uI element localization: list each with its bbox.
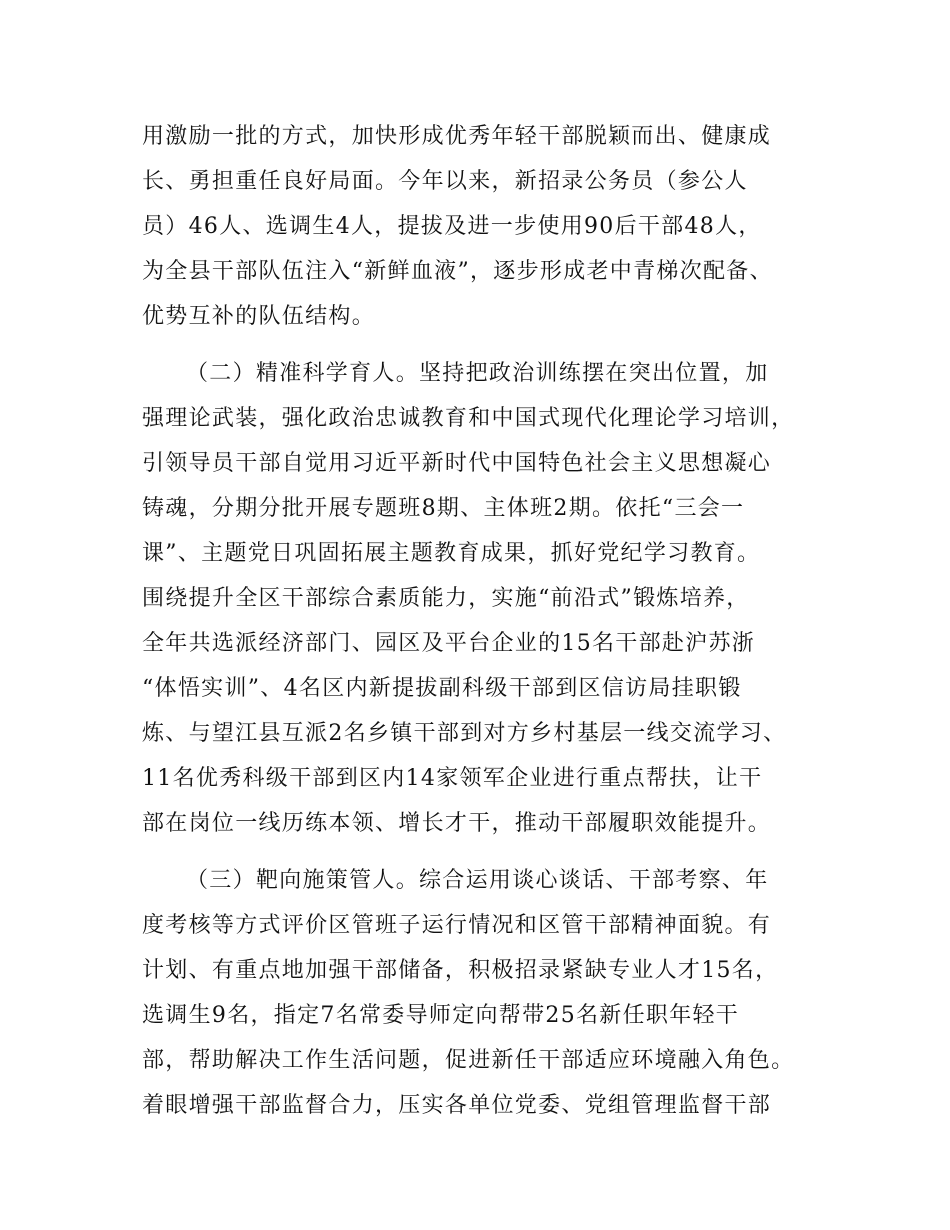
paragraph-heading-line: （二）精准科学育人。坚持把政治训练摆在突出位置，加 (186, 361, 769, 386)
text-line: 11名优秀科级干部到区内14家领军企业进行重点帮扶，让干 (142, 766, 763, 791)
text-line: 全年共选派经济部门、园区及平台企业的15名干部赴沪苏浙 (142, 631, 756, 656)
text-line: 员）46人、选调生4人，提拔及进一步使用90后干部48人， (142, 214, 762, 239)
text-line: 炼、与望江县互派2名乡镇干部到对方乡村基层一线交流学习、 (142, 721, 787, 746)
text-line: “体悟实训”、4名区内新提拔副科级干部到区信访局挂职锻 (142, 676, 742, 701)
text-line: 优势互补的队伍结构。 (142, 304, 376, 329)
paragraph-gap (142, 846, 832, 858)
text-line: 度考核等方式评价区管班子运行情况和区管干部精神面貌。有 (142, 913, 772, 938)
text-line: 强理论武装，强化政治忠诚教育和中国式现代化理论学习培训， (142, 406, 795, 431)
text-line: 部在岗位一线历练本领、增长才干，推动干部履职效能提升。 (142, 811, 772, 836)
text-line: 用激励一批的方式，加快形成优秀年轻干部脱颖而出、健康成 (142, 124, 772, 149)
text-line: 着眼增强干部监督合力，压实各单位党委、党组管理监督干部 (142, 1093, 772, 1118)
text-line: 计划、有重点地加强干部储备，积极招录紧缺专业人才15名， (142, 958, 779, 983)
text-line: 为全县干部队伍注入“新鲜血液”，逐步形成老中青梯次配备、 (142, 259, 773, 284)
paragraph-gap (142, 339, 832, 351)
text-line: 部，帮助解决工作生活问题，促进新任干部适应环境融入角色。 (142, 1048, 795, 1073)
text-line: 课”、主题党日巩固拓展主题教育成果，抓好党纪学习教育。 (142, 541, 761, 566)
text-line: 围绕提升全区干部综合素质能力，实施“前沿式”锻炼培养， (142, 586, 750, 611)
paragraph-3 (142, 858, 832, 1128)
text-line: 引领导员干部自觉用习近平新时代中国特色社会主义思想凝心 (142, 451, 772, 476)
text-line: 铸魂，分期分批开展专题班8期、主体班2期。依托“三会一 (142, 496, 745, 521)
paragraph-2 (142, 351, 832, 846)
paragraph-heading-line: （三）靶向施策管人。综合运用谈心谈话、干部考察、年 (186, 868, 769, 893)
paragraph-1 (142, 114, 832, 339)
body-text (142, 114, 832, 1128)
text-line: 选调生9名，指定7名常委导师定向帮带25名新任职年轻干 (142, 1003, 740, 1028)
text-line: 长、勇担重任良好局面。今年以来，新招录公务员（参公人 (142, 169, 748, 194)
